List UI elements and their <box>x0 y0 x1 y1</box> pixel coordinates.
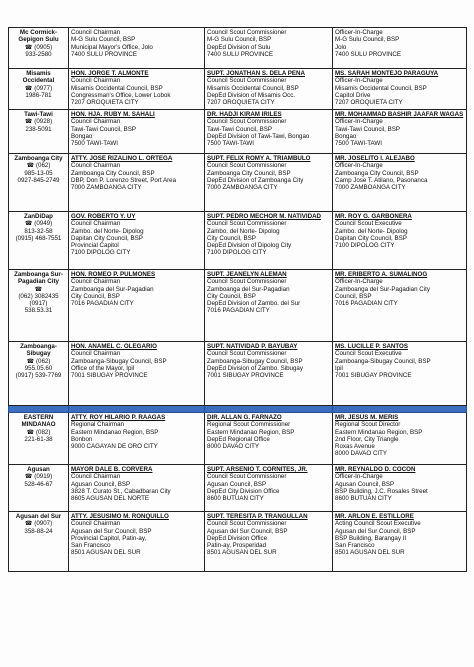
official-detail-line: City Council, BSP <box>207 292 256 300</box>
chairman-cell <box>69 465 205 512</box>
official-detail-line: Agusan del Sur Council, BSP <box>207 527 288 535</box>
official-detail-line: BSP Building, Barangay II <box>335 534 407 542</box>
executive-cell <box>333 154 467 212</box>
area-contact-line: 238-5091 <box>25 125 52 133</box>
official-detail-line: Officer-In-Charge <box>335 77 383 85</box>
area-name: Zamboanga Sur- Pagadian City <box>14 271 63 286</box>
official-detail-line: 7001 SIBUGAY PROVINCE <box>335 372 412 380</box>
official-detail-line: Council Scout Commissioner <box>207 77 287 85</box>
separator-cell <box>9 406 69 413</box>
area-contact-line: (0917) 539-7769 <box>15 372 62 380</box>
official-detail-line: Council Chairman <box>71 29 121 36</box>
area-contact-line: 1986-781 <box>25 91 52 99</box>
area-contact-line: 528-46-67 <box>24 480 53 488</box>
official-detail-line: San Francisco <box>335 542 375 550</box>
official-name: MR. ARLON E. ESTILLORE <box>335 513 414 520</box>
official-detail-line: Council Chairman <box>71 278 121 286</box>
area-contact-line: ☎ (082) <box>26 428 51 436</box>
official-detail-line: Council Scout Executive <box>335 350 402 358</box>
official-name: SUPT. NATIVIDAD P. BAYUBAY <box>207 343 298 350</box>
commissioner-cell <box>205 28 333 69</box>
official-name: SUPT. JEANELYN ALEMAN <box>207 271 287 278</box>
chairman-cell <box>69 270 205 342</box>
chairman-cell <box>69 154 205 212</box>
official-detail-line: Provincial Capitol <box>71 242 119 250</box>
official-detail-line: Misamis Occidental Council, BSP <box>335 84 427 92</box>
area-contact-line: ☎ (0907) <box>24 520 53 528</box>
official-detail-line: 7000 ZAMBOANGA CITY <box>71 184 142 192</box>
council-directory-table <box>8 27 467 572</box>
commissioner-cell <box>205 212 333 270</box>
official-detail-line: 7000 ZAMBOANGA CITY <box>207 184 278 192</box>
official-name: MS. LUCILLE P. SANTOS <box>335 343 408 350</box>
chairman-cell <box>69 512 205 572</box>
official-detail-line: Congressman's Office, Lower Lobok <box>71 91 171 99</box>
table-row <box>9 270 467 342</box>
official-detail-line: Bongao <box>71 132 93 140</box>
area-name: Agusan <box>27 466 50 473</box>
official-detail-line: Council Chairman <box>71 520 121 528</box>
official-detail-line: Zamboanga-Sibugay Council, BSP <box>71 357 167 365</box>
separator-cell <box>69 406 205 413</box>
commissioner-cell <box>205 413 333 465</box>
official-detail-line: DepEd Division of Zambo. Sibugay <box>207 364 303 372</box>
table-row <box>9 512 467 572</box>
area-cell <box>9 154 69 212</box>
official-detail-line: Capitol Drive <box>335 91 371 99</box>
official-detail-line: Zamboanga del Sur-Pagadian <box>71 285 154 293</box>
official-detail-line: 7207 OROQUIETA CITY <box>71 99 139 107</box>
area-contact-line: 538.53.31 <box>24 307 53 315</box>
official-detail-line: City Council, BSP <box>71 292 120 300</box>
official-detail-line: M-G Sulu Council, BSP <box>71 36 136 44</box>
area-contact-line: 813-32-58 <box>24 227 53 235</box>
official-name: MR. JOSELITO I. ALEJABO <box>335 155 415 162</box>
official-detail-line: Zambo. del Norte- Dipolog <box>71 227 144 235</box>
official-detail-line: 7000 ZAMBOANGA CITY <box>335 184 406 192</box>
area-name: ZanDiDap <box>24 213 53 220</box>
official-detail-line: Misamis Occidental Council, BSP <box>207 84 299 92</box>
executive-cell <box>333 270 467 342</box>
area-contact-line: 985-13-05 <box>24 169 53 177</box>
official-name: SUPT. PEDRO MECHOR M. NATIVIDAD <box>207 213 322 220</box>
official-detail-line: Municipal Mayor's Office, Jolo <box>71 43 153 51</box>
official-detail-line: DepEd City Division Office <box>207 487 280 495</box>
official-detail-line: Council Scout Commissioner <box>207 162 287 170</box>
chairman-cell <box>69 28 205 69</box>
official-name: SUPT. TERESITA P. TRANGULLAN <box>207 513 308 520</box>
commissioner-cell <box>205 69 333 110</box>
official-detail-line: Bongao <box>335 132 357 140</box>
official-detail-line: Council Scout Commissioner <box>207 278 287 286</box>
official-detail-line: Agusan del Sur Council, BSP <box>335 527 416 535</box>
official-detail-line: Zamboanga-Sibugay Council, BSP <box>335 357 431 365</box>
table-row <box>9 28 467 69</box>
commissioner-cell <box>205 512 333 572</box>
area-contact-line: ☎ (0919) <box>24 473 53 481</box>
official-detail-line: Council Chairman <box>71 77 121 85</box>
official-detail-line: Agusan del Sur Council, BSP <box>71 527 152 535</box>
official-detail-line: Council Scout Commissioner <box>207 118 287 126</box>
official-detail-line: 8501 AGUSAN DEL SUR <box>71 549 141 557</box>
official-detail-line: Office of the Mayor, Ipil <box>71 364 135 372</box>
table-row <box>9 342 467 406</box>
chairman-cell <box>69 342 205 406</box>
official-detail-line: Council Chairman <box>71 473 121 481</box>
area-name: Zamboanga- Sibugay <box>20 343 57 358</box>
official-detail-line: DepEd Division of Zambo. del Sur <box>207 300 301 308</box>
chairman-cell <box>69 212 205 270</box>
area-name: Agusan del Sur <box>15 513 62 520</box>
official-detail-line: Council Chairman <box>71 118 121 126</box>
official-detail-line: Bonbon <box>71 435 93 443</box>
official-detail-line: Officer-In-Charge <box>335 278 383 286</box>
official-detail-line: Acting Council Scout Executive <box>335 520 421 528</box>
official-detail-line: Tawi-Tawi Council, BSP <box>335 125 400 133</box>
official-detail-line: Regional Chairman <box>71 421 124 429</box>
official-detail-line: Zamboanga del Sur-Pagadian <box>207 285 290 293</box>
area-contact-line: (0917) <box>29 300 48 308</box>
table-row <box>9 465 467 512</box>
area-contact-line: ☎ (0949) <box>24 220 53 228</box>
table-row <box>9 69 467 110</box>
executive-cell <box>333 413 467 465</box>
official-detail-line: Council Scout Commissioner <box>207 520 287 528</box>
official-detail-line: DBP, Don P. Lorenzo Street, Port Area <box>71 176 177 184</box>
area-contact-line: ☎ (062) <box>26 162 51 170</box>
official-name: HON. JORGE T. ALMONTE <box>71 70 149 77</box>
official-name: MS. SARAH MONTEJO PARAGUYA <box>335 70 439 77</box>
official-name: SUPT. JONATHAN S. DELA PEÑA <box>207 70 305 77</box>
official-detail-line: 8600 BUTUAN CITY <box>207 495 264 503</box>
official-detail-line: 7001 SIBUGAY PROVINCE <box>207 372 284 380</box>
official-name: MR. JESUS M. MERIS <box>335 414 399 421</box>
official-name: HON. ROMEO P. PULMONES <box>71 271 156 278</box>
official-name: MR. MOHAMMAD BASHIR JAAFAR WAGAS <box>335 111 464 118</box>
area-contact-line: ☎ <box>34 285 43 293</box>
area-contact-line: (062) 3082435 <box>18 292 59 300</box>
area-cell <box>9 413 69 465</box>
official-detail-line: 8605 AGUSAN DEL NORTE <box>71 495 150 503</box>
official-detail-line: Misamis Occidental Council, BSP <box>71 84 163 92</box>
official-detail-line: Council Scout Commissioner <box>207 473 287 481</box>
official-detail-line: Jolo <box>335 43 347 51</box>
area-name: Tawi-Tawi <box>24 111 53 118</box>
official-detail-line: Zamboanga del Sur-Pagadian City <box>335 285 430 293</box>
area-cell <box>9 28 69 69</box>
commissioner-cell <box>205 342 333 406</box>
executive-cell <box>333 212 467 270</box>
official-detail-line: 7016 PAGADIAN CITY <box>71 300 134 308</box>
official-detail-line: Provincial Capitol, Patin-ay, <box>71 534 147 542</box>
official-detail-line: Council Chairman <box>71 162 121 170</box>
separator-cell <box>205 406 333 413</box>
official-detail-line: Agusan Council, BSP <box>71 480 131 488</box>
official-detail-line: 9000 CAGAYAN DE ORO CITY <box>71 443 158 451</box>
area-contact-line: (0915) 468-7551 <box>15 234 62 242</box>
executive-cell <box>333 512 467 572</box>
official-detail-line: Agusan Council, BSP <box>207 480 267 488</box>
official-detail-line: Ipil <box>335 364 343 372</box>
official-detail-line: DepEd Regional Office <box>207 435 270 443</box>
chairman-cell <box>69 110 205 154</box>
area-contact-line: ☎ (062) <box>26 357 51 365</box>
official-name: MR. ERIBERTO A. SUMALINOG <box>335 271 428 278</box>
official-detail-line: 7001 SIBUGAY PROVINCE <box>71 372 148 380</box>
official-detail-line: 8600 BUTUAN CITY <box>335 495 392 503</box>
official-detail-line: DepEd Division of Zamboanga City <box>207 176 304 184</box>
commissioner-cell <box>205 154 333 212</box>
official-detail-line: Council Scout Commissioner <box>207 350 287 358</box>
official-detail-line: 8501 AGUSAN DEL SUR <box>335 549 405 557</box>
area-contact-line: ☎ (0928) <box>24 118 53 126</box>
official-detail-line: Tawi-Tawi Council, BSP <box>207 125 272 133</box>
table-row <box>9 413 467 465</box>
official-detail-line: Eastern Mindanao Region, BSP <box>71 428 159 436</box>
commissioner-cell <box>205 465 333 512</box>
official-name: DR. HADJI KIRAM IRILES <box>207 111 282 118</box>
official-detail-line: 7500 TAWI-TAWI <box>335 140 382 148</box>
official-detail-line: 7016 PAGADIAN CITY <box>335 300 398 308</box>
official-detail-line: Zamboanga City Council, BSP <box>335 169 419 177</box>
official-detail-line: Council Scout Commissioner <box>207 29 287 36</box>
official-detail-line: M-G Sulu Council, BSP <box>335 36 400 44</box>
official-detail-line: Dapitan City Council, BSP <box>71 234 143 242</box>
official-name: DIR. ALLAN G. FARNAZO <box>207 414 282 421</box>
official-detail-line: 7400 SULU PROVINCE <box>207 50 274 58</box>
area-cell <box>9 512 69 572</box>
official-detail-line: Zambo. del Norte- Dipolog <box>335 227 408 235</box>
official-name: MR. REYNALDO D. COCON <box>335 466 416 473</box>
official-detail-line: 8000 DAVAO CITY <box>335 450 388 458</box>
executive-cell <box>333 110 467 154</box>
official-detail-line: Agusan Council, BSP <box>335 480 395 488</box>
official-name: GOV. ROBERTO Y. UY <box>71 213 136 220</box>
official-name: MR. ROY G. GARBONERA <box>335 213 412 220</box>
official-detail-line: DepEd Division of Sulu <box>207 43 271 51</box>
official-name: HON. HJA. RUBY M. SAHALI <box>71 111 155 118</box>
area-name: Mc Cormick- Gepigon Sulu <box>18 29 59 44</box>
official-detail-line: BSP Building, J.C. Rosales Street <box>335 487 428 495</box>
official-detail-line: 7207 OROQUIETA CITY <box>207 99 275 107</box>
official-detail-line: Officer-In-Charge <box>335 162 383 170</box>
commissioner-cell <box>205 110 333 154</box>
official-detail-line: Patin-ay, Prosperidad <box>207 542 267 550</box>
official-detail-line: Camp Jose T. Atilano, Pasonanca <box>335 176 428 184</box>
official-detail-line: Eastern Mindanao Region, BSP <box>335 428 423 436</box>
official-detail-line: M-G Sulu Council, BSP <box>207 36 272 44</box>
official-detail-line: City Council, BSP <box>207 234 256 242</box>
official-detail-line: Council Scout Executive <box>335 220 402 228</box>
area-cell <box>9 110 69 154</box>
official-detail-line: 7500 TAWI-TAWI <box>71 140 118 148</box>
area-cell <box>9 69 69 110</box>
official-detail-line: Council Scout Commissioner <box>207 220 287 228</box>
executive-cell <box>333 69 467 110</box>
official-detail-line: Dapitan City Council, BSP <box>335 234 407 242</box>
area-name: Misamis Occidental <box>22 70 55 85</box>
area-cell <box>9 465 69 512</box>
official-detail-line: Zamboanga City Council, BSP <box>71 169 155 177</box>
official-detail-line: Roxas Avenue <box>335 443 375 451</box>
commissioner-cell <box>205 270 333 342</box>
official-detail-line: Tawi-Tawi Council, BSP <box>71 125 136 133</box>
official-detail-line: 7400 SULU PROVINCE <box>335 50 402 58</box>
table-row <box>9 154 467 212</box>
area-contact-line: 955.05.60 <box>24 364 53 372</box>
area-contact-line: 0927-845-2749 <box>17 176 60 184</box>
official-name: SUPT. ARSENIO T. CORNITES, JR. <box>207 466 308 473</box>
official-detail-line: 7207 OROQUIETA CITY <box>335 99 403 107</box>
table-row <box>9 212 467 270</box>
area-contact-line: ☎ (0977) <box>24 84 53 92</box>
official-detail-line: Council Chairman <box>71 350 121 358</box>
executive-cell <box>333 342 467 406</box>
official-name: HON. ANAMEL C. OLEGARIO <box>71 343 157 350</box>
official-detail-line: Eastern Mindanao Region, BSP <box>207 428 295 436</box>
official-detail-line: 8501 AGUSAN DEL SUR <box>207 549 277 557</box>
area-contact-line: ☎ (0905) <box>24 43 53 51</box>
official-detail-line: 8000 DAVAO CITY <box>207 443 260 451</box>
area-contact-line: 358-88-24 <box>24 527 53 535</box>
official-detail-line: Zamboanga-Sibugay Council, BSP <box>207 357 303 365</box>
official-name: ATTY. JOSE RIZALINO L. ORTEGA <box>71 155 173 162</box>
area-cell <box>9 212 69 270</box>
official-detail-line: 7016 PAGADIAN CITY <box>207 307 270 315</box>
official-detail-line: DepEd Division Office <box>207 534 268 542</box>
official-detail-line: Council, BSP <box>335 292 372 300</box>
area-contact-line: 221-61-38 <box>24 435 53 443</box>
official-name: ATTY. JESUSIMO M. RONQUILLO <box>71 513 169 520</box>
official-detail-line: 7100 DIPOLOG CITY <box>71 249 131 257</box>
official-detail-line: Officer-In-Charge <box>335 118 383 126</box>
separator-cell <box>333 406 467 413</box>
official-detail-line: DepEd Division of Misamis Occ. <box>207 91 296 99</box>
executive-cell <box>333 465 467 512</box>
official-name: SUPT. FELIX ROMY A. TRIAMBULO <box>207 155 311 162</box>
area-cell <box>9 342 69 406</box>
official-detail-line: Zambo. del Norte- Dipolog <box>207 227 280 235</box>
official-detail-line: 2nd Floor, City Triangle <box>335 435 399 443</box>
official-name: MAYOR DALE B. CORVERA <box>71 466 153 473</box>
official-detail-line: 7400 SULU PROVINCE <box>71 50 138 58</box>
official-detail-line: Officer-In-Charge <box>335 473 383 481</box>
official-detail-line: Council Chairman <box>71 220 121 228</box>
official-detail-line: DepEd Division of Dipolog City <box>207 242 292 250</box>
area-name: Zamboanga City <box>14 155 63 162</box>
area-cell <box>9 270 69 342</box>
table-row <box>9 110 467 154</box>
official-detail-line: DepEd Division of Tawi-Tawi, Bongao <box>207 132 310 140</box>
chairman-cell <box>69 413 205 465</box>
official-detail-line: Regional Scout Commissioner <box>207 421 291 429</box>
area-contact-line: 933-2580 <box>25 50 52 58</box>
official-detail-line: 7100 DIPOLOG CITY <box>335 242 395 250</box>
area-name: EASTERN MINDANAO <box>21 414 56 429</box>
region-separator <box>9 406 467 413</box>
official-detail-line: 7100 DIPOLOG CITY <box>207 249 267 257</box>
official-detail-line: 7500 TAWI-TAWI <box>207 140 254 148</box>
chairman-cell <box>69 69 205 110</box>
official-name: ATTY. ROY HILARIO P. RAAGAS <box>71 414 166 421</box>
executive-cell <box>333 28 467 69</box>
official-detail-line: 3828 T. Curato St., Cabadbaran City <box>71 487 171 495</box>
official-detail-line: San Francisco <box>71 542 111 550</box>
official-detail-line: Regional Scout Director <box>335 421 401 429</box>
official-detail-line: Officer-In-Charge <box>335 29 383 36</box>
official-detail-line: Zamboanga City Council, BSP <box>207 169 291 177</box>
